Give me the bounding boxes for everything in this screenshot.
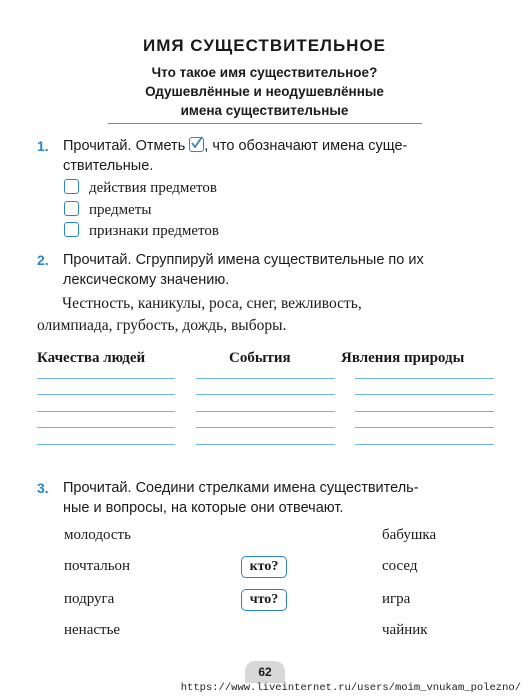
option-1-label: действия предметов — [89, 180, 217, 196]
writing-line[interactable] — [196, 444, 335, 445]
task-1-text-part1: Прочитай. Отметь — [63, 138, 186, 154]
right-word-3[interactable]: игра — [382, 591, 411, 607]
checkbox-option-3[interactable] — [64, 222, 79, 237]
task-1-number: 1. — [37, 138, 49, 154]
task-2-number: 2. — [37, 252, 49, 268]
left-word-3[interactable]: подруга — [64, 591, 115, 607]
right-word-2[interactable]: сосед — [382, 558, 418, 574]
writing-line[interactable] — [355, 378, 494, 379]
option-2-label: предметы — [89, 202, 152, 218]
task-3-text-line2: ные и вопросы, на которые они отвечают. — [63, 500, 344, 516]
task-2-text-line1: Прочитай. Сгруппируй имена существительные по их — [63, 252, 424, 268]
writing-line[interactable] — [196, 394, 335, 395]
checkmark-icon — [189, 137, 204, 152]
option-3[interactable] — [64, 222, 219, 240]
subtitle-line-1: Что такое имя существительное? — [151, 65, 378, 80]
checkbox-option-1[interactable] — [64, 179, 79, 194]
title-underline — [108, 123, 422, 124]
writing-line[interactable] — [37, 411, 175, 412]
writing-line[interactable] — [37, 427, 175, 428]
writing-line[interactable] — [37, 378, 175, 379]
question-what[interactable]: что? — [241, 589, 287, 611]
writing-line[interactable] — [355, 427, 494, 428]
page-number: 62 — [245, 661, 285, 683]
writing-line[interactable] — [355, 394, 494, 395]
source-url: https://www.liveinternet.ru/users/moim_vnukam_polezno/ — [180, 682, 521, 694]
question-who[interactable]: кто? — [241, 556, 287, 578]
writing-line[interactable] — [355, 444, 494, 445]
task-1-text-part2: , что обозначают имена суще- — [204, 138, 408, 154]
left-word-4[interactable]: ненастье — [64, 622, 121, 638]
writing-line[interactable] — [196, 427, 335, 428]
task-3-number: 3. — [37, 480, 49, 496]
task-2-words-line2: олимпиада, грубость, дождь, выборы. — [37, 317, 287, 334]
left-word-2[interactable]: почтальон — [64, 558, 131, 574]
column-qualities: Качества людей — [37, 350, 146, 366]
subtitle-line-3: имена существительные — [180, 103, 349, 118]
subtitle-line-2: Одушевлённые и неодушевлённые — [145, 84, 384, 99]
writing-line[interactable] — [37, 444, 175, 445]
checkbox-option-2[interactable] — [64, 201, 79, 216]
left-word-1[interactable]: молодость — [64, 527, 131, 543]
right-word-1[interactable]: бабушка — [382, 527, 437, 543]
column-events: События — [229, 350, 291, 366]
task-3-text-line1: Прочитай. Соедини стрелками имена существитель- — [63, 480, 419, 496]
option-1[interactable] — [64, 179, 217, 197]
writing-line[interactable] — [196, 378, 335, 379]
writing-line[interactable] — [355, 411, 494, 412]
task-1-text-line2: ствительные. — [63, 158, 154, 174]
task-2-words-line1: Честность, каникулы, роса, снег, вежливость, — [62, 295, 362, 312]
option-2[interactable] — [64, 201, 151, 219]
page-title: ИМЯ СУЩЕСТВИТЕЛЬНОЕ — [142, 36, 387, 55]
task-1-instruction — [63, 136, 407, 156]
writing-line[interactable] — [37, 394, 175, 395]
right-word-4[interactable]: чайник — [382, 622, 428, 638]
task-2-text-line2: лексическому значению. — [63, 272, 230, 288]
writing-line[interactable] — [196, 411, 335, 412]
option-3-label: признаки предметов — [89, 223, 219, 239]
column-nature: Явления природы — [341, 350, 465, 366]
